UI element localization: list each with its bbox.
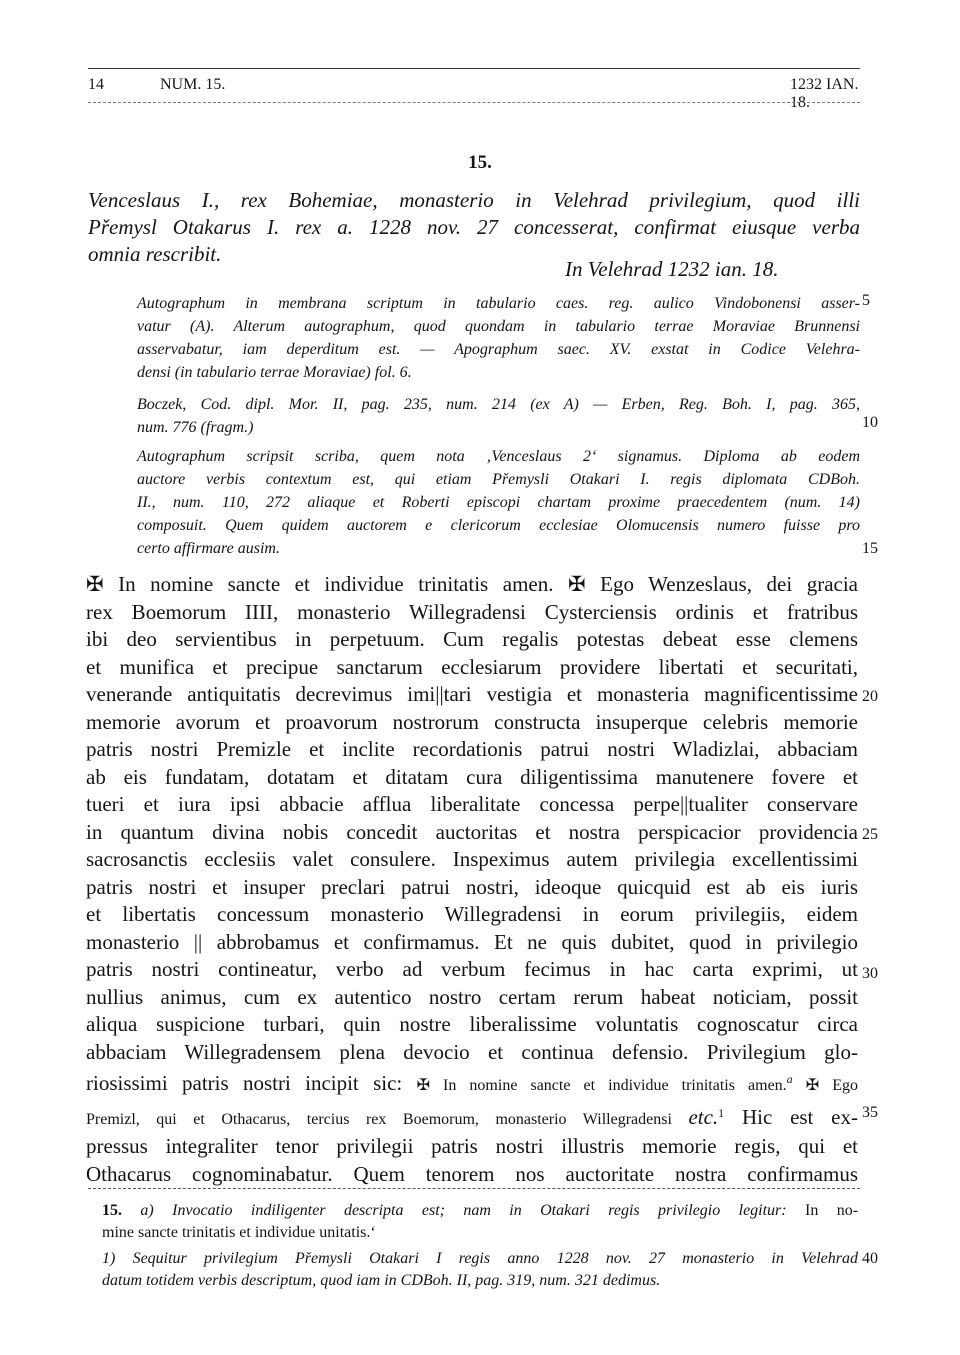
- text-line: rex Boemorum IIII, monasterio Willegradensi Cysterciensis ordinis et fratribus: [86, 599, 858, 624]
- line-number: 35: [862, 1104, 878, 1121]
- text-line: ibi deo servientibus in perpetuum. Cum regalis potestas debeat esse clemens: [86, 627, 858, 651]
- text-line: [86, 1100, 858, 1134]
- line-number: 30: [862, 965, 878, 982]
- text-line: tueri et iura ipsi abbacie afflua liberalitate concessa perpe||tualiter conservare: [86, 792, 858, 816]
- footnote-marker: a): [140, 1202, 154, 1219]
- text-line: et munifica et precipue sanctarum ecclesiarum providere libertati et securitati,: [86, 654, 858, 679]
- footnote-marker-a: a: [786, 1072, 793, 1086]
- text-line: et libertatis concessum monasterio Willegradensi in eorum privilegiis, eidem: [86, 902, 858, 926]
- apparatus-paragraph: [137, 292, 860, 384]
- apparatus-line: densi (in tabulario terrae Moraviae) fol. 6.: [137, 364, 412, 381]
- text-line: aliqua suspicione turbari, quin nostre liberalissime voluntatis cognoscatur circa: [86, 1012, 858, 1036]
- text-line: sacrosanctis ecclesiis valet consulere. Inspeximus autem privilegia excellentissimi: [86, 847, 858, 871]
- apparatus-line: num. 776 (fragm.): [137, 419, 254, 436]
- apparatus-line: composuit. Quem quidem auctorem e clericorum ecclesiae Olomucensis numero fuisse pro: [137, 517, 860, 534]
- footnote-italic: Invocatio indiligenter descripta est; nam in Otakari regis privilegio legitur:: [172, 1202, 787, 1219]
- footnote-1: [102, 1248, 858, 1292]
- text-line: nullius animus, cum ex autentico nostro certam rerum habeat noticiam, possit: [86, 984, 858, 1009]
- running-head: [88, 76, 860, 111]
- apparatus-paragraph: [137, 393, 860, 439]
- footnote-rule: [88, 1188, 860, 1189]
- apparatus-line: Autographum scripsit scriba, quem nota ‚Venceslaus 2ʻ signamus. Diploma ab eodem: [137, 448, 860, 465]
- quoted-invocation: ✠ In nomine sancte et individue trinitatis amen.: [416, 1077, 787, 1094]
- regest-line: omnia rescribit.: [88, 242, 222, 266]
- text-line: monasterio || abbrobamus et confirmamus. Et ne quis dubitet, quod in privilegio: [86, 929, 858, 954]
- line-number: 10: [862, 414, 878, 431]
- text-line: Othacarus cognominabatur. Quem tenorem nos auctoritate nostra confirmamus: [86, 1161, 858, 1186]
- footnote-line: datum totidem verbis descriptum, quod iam in CDBoh. II, pag. 319, num. 321 dedimus.: [102, 1272, 661, 1289]
- text-segment: riosissimi patris nostri incipit sic:: [86, 1071, 417, 1095]
- header-rule-top: [88, 68, 860, 69]
- apparatus-line: vatur (A). Alterum autographum, quod quondam in tabulario terrae Moraviae Brunnensi: [137, 318, 860, 335]
- apparatus-paragraph: [137, 445, 860, 560]
- line-number: 25: [862, 826, 878, 843]
- text-line: patris nostri et insuper preclari patrui nostri, ideoque quicquid est ab eis iuris: [86, 874, 858, 899]
- text-line: venerande antiquitatis decrevimus imi||tari vestigia et monasteria magnificentissime: [86, 682, 858, 706]
- doc-label: NUM. 15.: [160, 76, 226, 93]
- footnote-line: 1) Sequitur privilegium Přemysli Otakari I regis anno 1228 nov. 27 monasterio in Velehrad: [102, 1250, 858, 1267]
- apparatus-line: asservabatur, iam deperditum est. — Apographum saec. XV. exstat in Codice Velehra-: [137, 341, 860, 358]
- apparatus-line: Boczek, Cod. dipl. Mor. II, pag. 235, num. 214 (ex A) — Erben, Reg. Boh. I, pag. 365,: [137, 396, 860, 413]
- apparatus-line: Autographum in membrana scriptum in tabulario caes. reg. aulico Vindobonensi asser-: [137, 295, 860, 312]
- text-line: pressus integraliter tenor privilegii patris nostri illustris memorie regis, qui et: [86, 1134, 858, 1158]
- place-date: In Velehrad 1232 ian. 18.: [565, 257, 779, 281]
- line-number: 40: [862, 1250, 878, 1267]
- header-rule-bottom: [88, 102, 860, 103]
- line-number: 15: [862, 540, 878, 557]
- line-number: 20: [862, 688, 878, 705]
- quoted-intitulatio: Premizl, qui et Othacarus, tercius rex Boemorum, monasterio Willegradensi: [86, 1110, 689, 1128]
- text-line: memorie avorum et proavorum nostrorum constructa insuperque celebris memorie: [86, 709, 858, 734]
- regest: [88, 187, 860, 268]
- text-line: ab eis fundatam, dotatam et ditatam cura diligentissima manutenere fovere et: [86, 764, 858, 789]
- page-number: 14: [88, 76, 104, 93]
- footnote-line: [102, 1200, 858, 1222]
- footnote-label: 15.: [102, 1202, 122, 1219]
- text-line: ✠ In nomine sancte et individue trinitatis amen. ✠ Ego Wenzeslaus, dei gracia: [86, 572, 858, 596]
- text-line: patris nostri Premizle et inclite recordationis patrui nostri Wladizlai, abbaciam: [86, 737, 858, 761]
- text-segment: Hic est ex-: [724, 1104, 858, 1129]
- apparatus-line: certo affirmare ausim.: [137, 540, 280, 557]
- line-number: 5: [862, 292, 870, 309]
- text-line: patris nostri contineatur, verbo ad verbum fecimus in hac carta exprimi, ut: [86, 957, 858, 981]
- document-number: 15.: [468, 152, 492, 173]
- footnote-roman: In no-: [786, 1202, 859, 1219]
- regest-line: Venceslaus I., rex Bohemiae, monasterio in Velehrad privilegium, quod illi: [88, 188, 860, 212]
- charter-text: [86, 571, 858, 1188]
- quoted-ego: ✠ Ego: [792, 1077, 858, 1094]
- header-date: 1232 IAN. 18.: [790, 76, 859, 111]
- apparatus-line: II., num. 110, 272 aliaque et Roberti episcopi chartam proxime praecedentem (num. 14): [137, 494, 860, 511]
- text-line: abbaciam Willegradensem plena devocio et continua defensio. Privilegium glo-: [86, 1039, 858, 1064]
- etc-mark: etc.: [688, 1104, 719, 1129]
- footnote-line: mine sancte trinitatis et individue unitatis.ʻ: [102, 1224, 376, 1241]
- footnote-marker-1: 1: [718, 1105, 725, 1120]
- regest-line: Přemysl Otakarus I. rex a. 1228 nov. 27 concesserat, confirmat eiusque verba: [88, 215, 860, 239]
- text-line: in quantum divina nobis concedit auctoritas et nostra perspicacior providencia: [86, 819, 858, 844]
- apparatus-line: auctore verbis contextum est, qui etiam Přemysli Otakari I. regis diplomata CDBoh.: [137, 471, 860, 488]
- text-line: [86, 1066, 858, 1100]
- footnote-a: [102, 1200, 858, 1244]
